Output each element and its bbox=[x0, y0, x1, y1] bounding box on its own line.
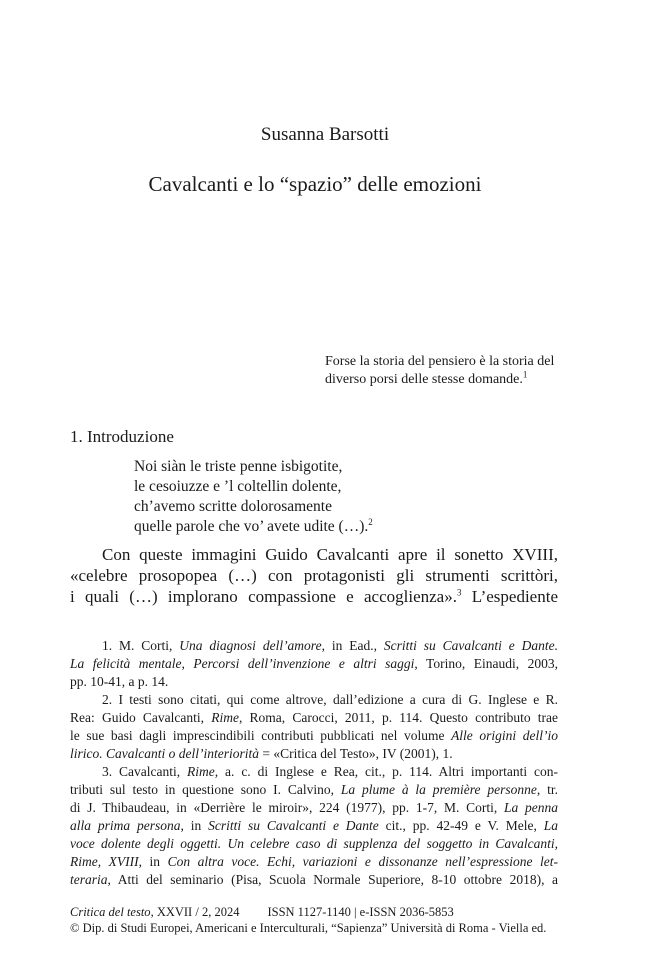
footnote-line: pp. 10-41, a p. 14. bbox=[70, 674, 169, 689]
verse-line: ch’avemo scritte dolorosamente bbox=[134, 498, 332, 515]
footnote-line: teraria, Atti del seminario (Pisa, Scuola Normale Superiore, 8-10 ottobre 2018), a bbox=[70, 872, 558, 887]
journal-issue: , XXVII / 2, 2024 bbox=[150, 905, 240, 919]
journal-name: Critica del testo bbox=[70, 905, 151, 919]
footnote-line: La felicità mentale, Percorsi dell’invenzione e altri saggi, Torino, Einaudi, 2003, bbox=[70, 656, 558, 671]
verse-line: Noi siàn le triste penne isbigotite, bbox=[134, 458, 343, 475]
footer-line bbox=[70, 904, 570, 920]
body-line: «celebre prosopopea (…) con protagonisti gli strumenti scrittòri, bbox=[70, 566, 558, 585]
footnote-line: Rea: Guido Cavalcanti, Rime, Roma, Carocci, 2011, p. 114. Questo contributo trae bbox=[70, 710, 559, 725]
section-heading: 1. Introduzione bbox=[70, 427, 174, 446]
page-footer bbox=[70, 904, 570, 936]
footnote-ref[interactable]: 3 bbox=[456, 587, 462, 598]
footnote-line: voce dolente degli oggetti. Un celebre caso di supplenza del soggetto in Cavalcanti, bbox=[70, 836, 558, 851]
body-line: Con queste immagini Guido Cavalcanti apre il sonetto XVIII, bbox=[102, 545, 558, 564]
author-name: Susanna Barsotti bbox=[260, 124, 390, 145]
footnote-3: 3. Cavalcanti, Rime, a. c. di Inglese e Rea, cit., p. 114. Altri importanti con- bbox=[102, 764, 558, 779]
footnote-2: 2. I testi sono citati, qui come altrove, dall’edizione a cura di G. Inglese e R. bbox=[102, 692, 558, 707]
body-line: i quali (…) implorano compassione e accoglienza».$^3$ L’espediente bbox=[70, 587, 559, 606]
footnotes bbox=[70, 637, 558, 889]
verse-quote bbox=[134, 457, 373, 537]
footnote-line: tributi sul testo in questione sono I. Calvino, La plume à la première personne, tr. bbox=[70, 782, 558, 797]
footnote-ref[interactable]: 2 bbox=[368, 516, 373, 527]
body-paragraph bbox=[70, 544, 558, 607]
verse-line: quelle parole che vo’ avete udite (…).$^2$ bbox=[134, 516, 373, 535]
footnote-ref[interactable]: 1 bbox=[522, 369, 528, 380]
footnote-line: di J. Thibaudeau, in «Derrière le miroir», 224 (1977), pp. 1-7, M. Corti, La penna bbox=[70, 800, 558, 815]
epigraph-line: Forse la storia del pensiero è la storia del bbox=[325, 354, 555, 369]
article-title: Cavalcanti e lo “spazio” delle emozioni bbox=[148, 172, 482, 196]
verse-line: le cesoiuzze e ’l coltellin dolente, bbox=[134, 478, 342, 495]
copyright: © Dip. di Studi Europei, Americani e Interculturali, “Sapienza” Università di Roma - Viella ed. bbox=[70, 921, 547, 935]
issn: ISSN 1127-1140 | e-ISSN 2036-5853 bbox=[267, 905, 454, 919]
epigraph-line: diverso porsi delle stesse domande.$^1$ bbox=[325, 369, 528, 387]
footnote-line: alla prima persona, in Scritti su Cavalcanti e Dante cit., pp. 42-49 e V. Mele, La bbox=[70, 818, 558, 833]
footnote-line: lirico. Cavalcanti o dell’interiorità = «Critica del Testo», IV (2001), 1. bbox=[70, 746, 453, 761]
epigraph bbox=[325, 353, 565, 389]
footnote-line: le sue basi dagli imprescindibili contributi pubblicati nel volume Alle origini dell’io bbox=[70, 728, 558, 743]
footnote-line: Rime, XVIII, in Con altra voce. Echi, variazioni e dissonanze nell’espressione let- bbox=[70, 854, 558, 869]
footnote-1: 1. M. Corti, Una diagnosi dell’amore, in Ead., Scritti su Cavalcanti e Dante. bbox=[102, 638, 558, 653]
